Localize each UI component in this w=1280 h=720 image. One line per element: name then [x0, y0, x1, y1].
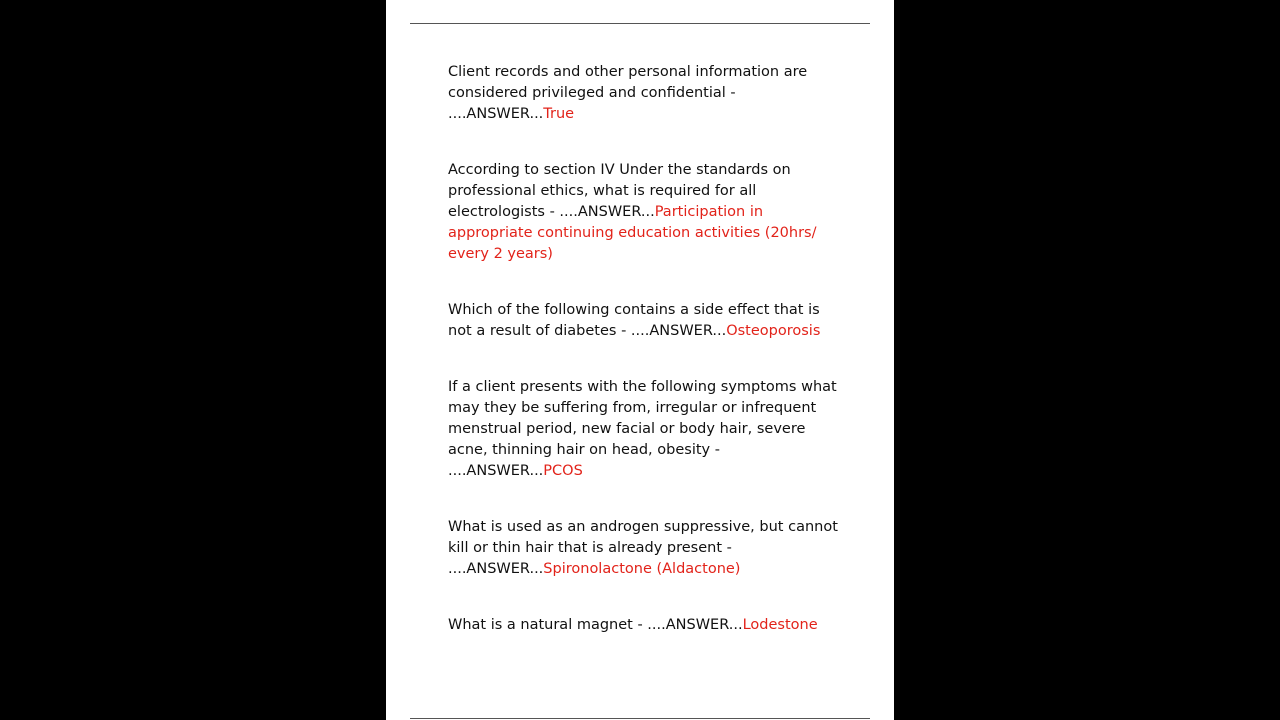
- qa-item: [448, 377, 838, 482]
- qa-item: [448, 160, 838, 265]
- question-text: Which of the following contains a side effect that is not a result of diabetes - ....ANSWER...: [448, 302, 820, 339]
- document-page: [386, 0, 894, 720]
- qa-item: [448, 300, 838, 342]
- answer-text: Spironolactone (Aldactone): [543, 561, 741, 577]
- answer-text: Participation in appropriate continuing education activities (20hrs/ every 2 years): [448, 204, 817, 262]
- bottom-divider: [410, 718, 870, 719]
- qa-item: [448, 517, 838, 580]
- qa-item: [448, 62, 838, 125]
- question-text: What is used as an androgen suppressive, but cannot kill or thin hair that is already present - ....ANSWER...: [448, 519, 838, 577]
- answer-text: PCOS: [543, 463, 583, 479]
- question-text: According to section IV Under the standards on professional ethics, what is required for all electrologists - ....ANSWER...: [448, 162, 791, 220]
- qa-item: [448, 615, 838, 636]
- answer-text: True: [543, 106, 575, 122]
- question-text: If a client presents with the following symptoms what may they be suffering from, irregular or infrequent menstrual period, new facial or body hair, severe acne, thinning hair on head, obesity - ....ANSWER...: [448, 379, 837, 479]
- question-text: What is a natural magnet - ....ANSWER...: [448, 617, 743, 633]
- qa-list: [448, 62, 838, 671]
- top-divider: [410, 23, 870, 24]
- answer-text: Lodestone: [742, 617, 818, 633]
- question-text: Client records and other personal information are considered privileged and confidential - ....ANSWER...: [448, 64, 808, 122]
- answer-text: Osteoporosis: [726, 323, 821, 339]
